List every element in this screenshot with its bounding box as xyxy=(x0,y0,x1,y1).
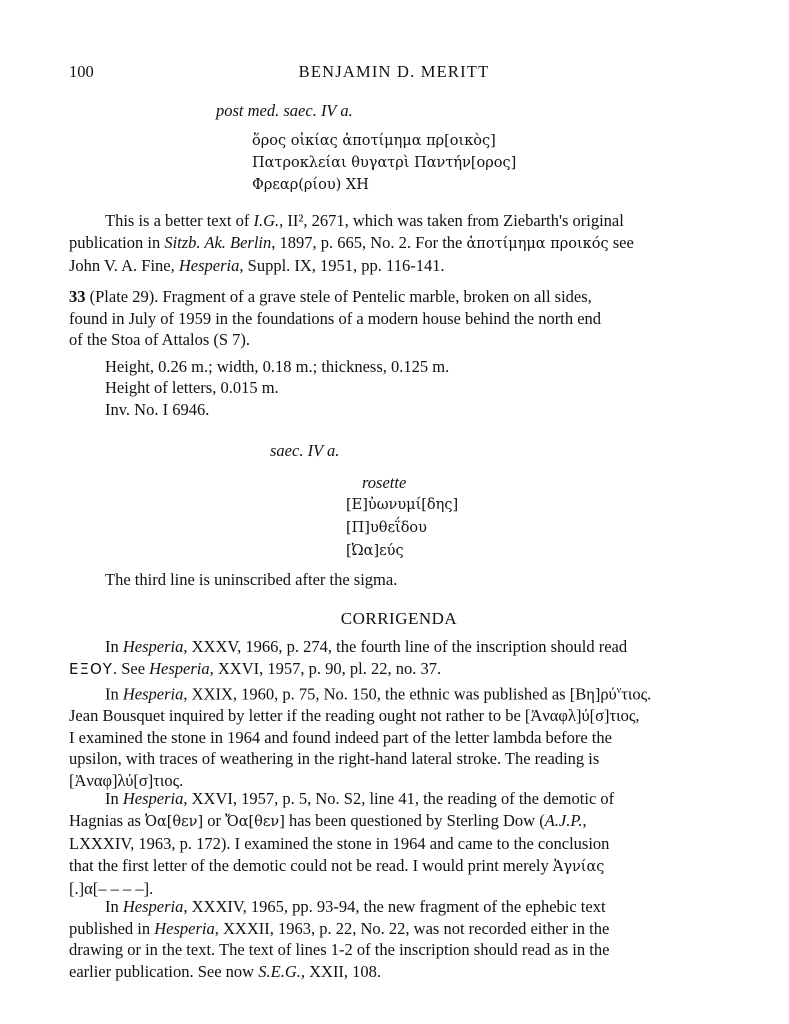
entry-33 xyxy=(69,286,729,420)
commentary-line-1: This is a better text of I.G., II², 2671, which was taken from Ziebarth's original xyxy=(105,211,624,230)
entry-33-line-3: of the Stoa of Attalos (S 7). xyxy=(69,330,251,349)
corrigenda-paragraph-1: In Hesperia, XXXV, 1966, p. 274, the fourth line of the inscription should read ΕΞΟΥ. See Hesperia, XXVI, 1957, p. 90, pl. 22, no. 37. xyxy=(69,637,628,678)
inscription-1-line-2: Πατροκλείαι θυγατρὶ Παντήν[ορος] xyxy=(252,154,517,171)
corrigenda-paragraph-4: In Hesperia, XXXIV, 1965, pp. 93-94, the new fragment of the ephebic text published in Hesperia, XXXII, 1963, p. 22, No. 22, was not recorded either in the drawing or in the text. The text of lines 1-2 of the inscription should read as in the earlier publication. See now S.E.G., XXII, 108. xyxy=(69,897,610,981)
inscription-2 xyxy=(270,440,570,563)
dimensions-line: Height, 0.26 m.; width, 0.18 m.; thickness, 0.125 m. xyxy=(105,356,450,376)
entry-33-line-1: 33 (Plate 29). Fragment of a grave stele of Pentelic marble, broken on all sides, xyxy=(69,287,592,306)
inscription-1-line-3: Φρεαρ(ρίου) ΧΗ xyxy=(252,176,369,193)
corrigenda-heading-wrap xyxy=(69,608,729,632)
entry-33-line-2: found in July of 1959 in the foundations of a modern house behind the north end xyxy=(69,308,602,328)
inscription-2-date: saec. IV a. xyxy=(270,441,340,460)
inscription-1 xyxy=(216,100,616,196)
epigraphic-text: ΕΞΟΥ xyxy=(69,659,113,678)
corrigenda-heading: CORRIGENDA xyxy=(340,609,458,628)
commentary-line-2: publication in Sitzb. Ak. Berlin, 1897, p. 665, No. 2. For the ἀποτίμημα προικός see xyxy=(69,232,634,252)
corrigenda-paragraph-3: In Hesperia, XXVI, 1957, p. 5, No. S2, line 41, the reading of the demotic of Hagnias as Ὀα[θεν] or Ὄα[θεν] has been questioned by Sterling Dow (A.J.P., LXXXIV, 1963, p. 172). I examined the stone in 1964 and came to the conclusion that the first letter of the demotic could not be read. I would print merely Ἁγνίας [.]α[– – – –]. xyxy=(69,789,615,898)
author-name: BENJAMIN D. MERITT xyxy=(298,62,490,81)
inventory-line: Inv. No. I 6946. xyxy=(105,399,210,419)
inscription-2-line-2: [Π]υθεΐδου xyxy=(346,519,427,536)
inscription-2-line-3: [Ὠα]εύς xyxy=(346,542,404,559)
commentary-paragraph xyxy=(69,210,729,277)
corrigenda-paragraph-2: In Hesperia, XXIX, 1960, p. 75, No. 150, the ethnic was published as $[B\eta]\rho ύ^\nu\tau\iota o\varsigma$. Jean Bousquet inquired by letter if the reading ought not rather to be [Ἀναφλ]ύ[σ]τιος, I examined the stone in 1964 and found indeed part of the letter lambda before the upsilon, with traces of weathering in the right-hand lateral stroke. The reading is [Ἀναφ]λύ[σ]τιος. xyxy=(69,684,652,790)
rosette-label: rosette xyxy=(362,472,407,492)
entry-number: 33 xyxy=(69,287,86,306)
commentary-line-3: John V. A. Fine, Hesperia, Suppl. IX, 1951, pp. 116-141. xyxy=(69,256,445,275)
uninscribed-note: The third line is uninscribed after the sigma. xyxy=(105,570,398,589)
inscription-1-date: post med. saec. IV a. xyxy=(216,101,353,120)
letter-height-line: Height of letters, 0.015 m. xyxy=(105,378,279,397)
inscription-1-line-1: ὅρος οἰκίας ἀποτίμημα πρ[οικὸς] xyxy=(252,132,496,149)
page-number: 100 xyxy=(69,62,94,81)
inscription-2-line-1: [Ε]ὐωνυμί[δης] xyxy=(346,496,459,513)
